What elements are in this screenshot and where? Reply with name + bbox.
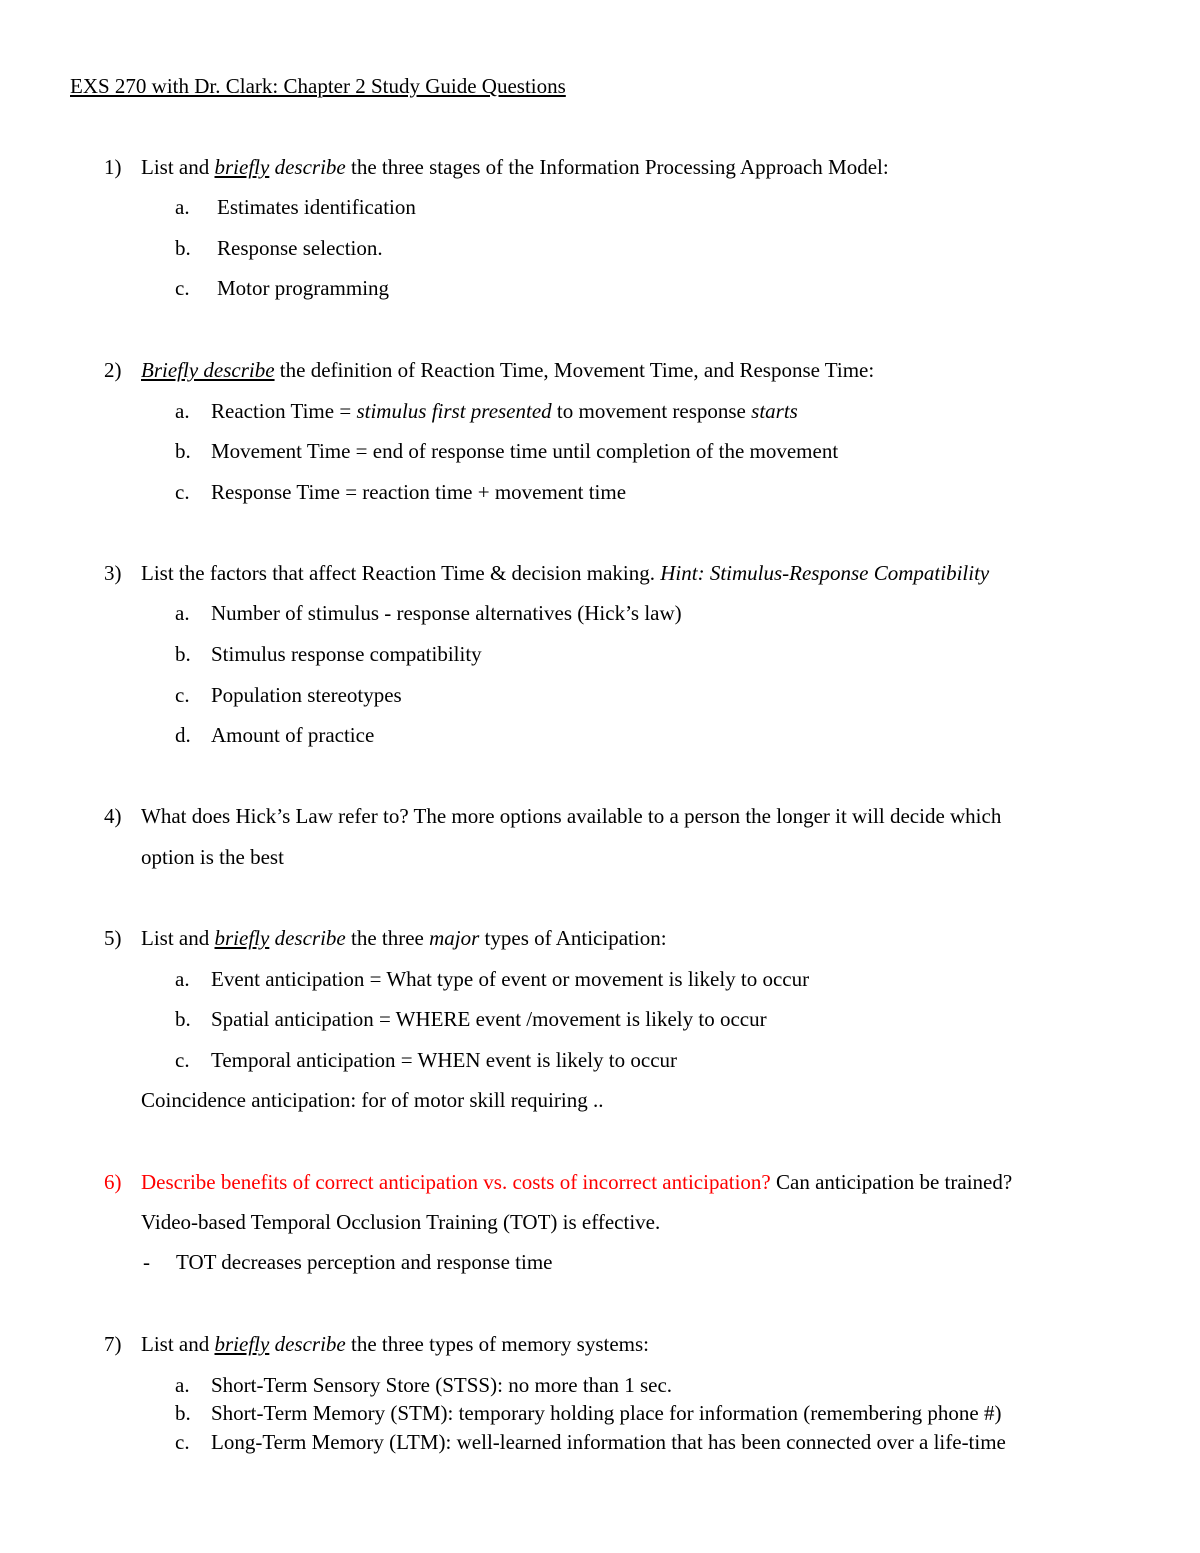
q2-text: Briefly describe the definition of Reaction Time, Movement Time, and Response Time:: [141, 358, 875, 382]
q6-bullet: TOT decreases perception and response time: [176, 1250, 553, 1274]
q5-b-letter: b.: [175, 1007, 191, 1031]
q5-b-answer: Spatial anticipation = WHERE event /movement is likely to occur: [211, 1007, 767, 1031]
q2-b-answer: Movement Time = end of response time until completion of the movement: [211, 439, 839, 463]
q5-a-answer: Event anticipation = What type of event or movement is likely to occur: [211, 967, 810, 991]
q2-a-answer: Reaction Time = stimulus first presented to movement response starts: [211, 399, 798, 423]
q1-text: List and briefly describe the three stages of the Information Processing Approach Model:: [141, 155, 889, 179]
q1-c-letter: c.: [175, 276, 190, 300]
q6-text-line2: Video-based Temporal Occlusion Training (TOT) is effective.: [141, 1210, 661, 1234]
q3-a-answer: Number of stimulus - response alternatives (Hick’s law): [211, 601, 682, 625]
q3-d-answer: Amount of practice: [211, 723, 375, 747]
document-title: EXS 270 with Dr. Clark: Chapter 2 Study Guide Questions: [70, 74, 566, 98]
q1-a-answer: Estimates identification: [217, 195, 416, 219]
q5-text: List and briefly describe the three major types of Anticipation:: [141, 926, 667, 950]
q3-a-letter: a.: [175, 601, 190, 625]
q6-bullet-dash: -: [143, 1250, 150, 1274]
q5-number: 5): [104, 926, 122, 950]
q2-a-letter: a.: [175, 399, 190, 423]
q4-number: 4): [104, 804, 122, 828]
q3-number: 3): [104, 561, 122, 585]
q1-a-letter: a.: [175, 195, 190, 219]
q3-text: List the factors that affect Reaction Time & decision making. Hint: Stimulus-Response Compatibility: [141, 561, 990, 585]
q3-c-letter: c.: [175, 683, 190, 707]
q2-c-letter: c.: [175, 480, 190, 504]
q2-b-letter: b.: [175, 439, 191, 463]
q7-c-letter: c.: [175, 1430, 190, 1454]
q7-text: List and briefly describe the three types of memory systems:: [141, 1332, 650, 1356]
q5-c-letter: c.: [175, 1048, 190, 1072]
q7-b-answer: Short-Term Memory (STM): temporary holding place for information (remembering phone #): [211, 1401, 1002, 1425]
q3-c-answer: Population stereotypes: [211, 683, 402, 707]
q7-b-letter: b.: [175, 1401, 191, 1425]
q3-d-letter: d.: [175, 723, 191, 747]
q5-a-letter: a.: [175, 967, 190, 991]
q1-b-letter: b.: [175, 236, 191, 260]
q7-c-answer: Long-Term Memory (LTM): well-learned information that has been connected over a life-time: [211, 1430, 1006, 1454]
q7-number: 7): [104, 1332, 122, 1356]
q1-c-answer: Motor programming: [217, 276, 390, 300]
q3-b-answer: Stimulus response compatibility: [211, 642, 482, 666]
q6-number: 6): [104, 1170, 122, 1194]
q2-number: 2): [104, 358, 122, 382]
q6-text: Describe benefits of correct anticipation vs. costs of incorrect anticipation? Can anticipation be trained?: [141, 1170, 1013, 1194]
q7-a-letter: a.: [175, 1373, 190, 1397]
q1-b-answer: Response selection.: [217, 236, 383, 260]
q3-b-letter: b.: [175, 642, 191, 666]
q1-number: 1): [104, 155, 122, 179]
q4-text-line2: option is the best: [141, 845, 284, 869]
q7-a-answer: Short-Term Sensory Store (STSS): no more than 1 sec.: [211, 1373, 673, 1397]
q2-c-answer: Response Time = reaction time + movement time: [211, 480, 627, 504]
q5-note: Coincidence anticipation: for of motor skill requiring ..: [141, 1088, 604, 1112]
q5-c-answer: Temporal anticipation = WHEN event is likely to occur: [211, 1048, 678, 1072]
q4-text-line1: What does Hick’s Law refer to? The more options available to a person the longer it will decide which: [141, 804, 1002, 828]
